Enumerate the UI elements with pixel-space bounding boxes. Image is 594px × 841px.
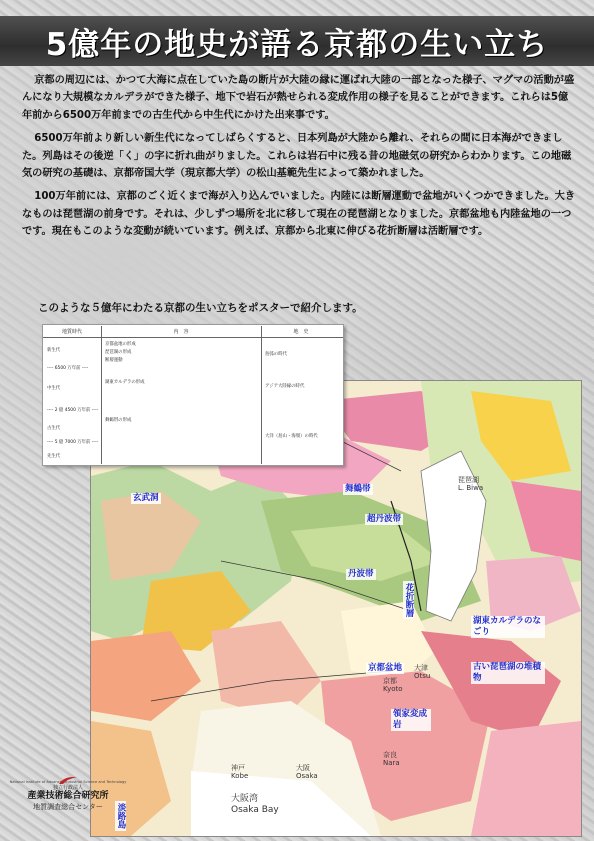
history-cell: 大洋（島山・海嶺）の時代 bbox=[265, 434, 318, 439]
logo-division: 地質調査総合センター bbox=[33, 803, 103, 811]
tagline: このような５億年にわたる京都の生い立ちをポスターで紹介します。 bbox=[38, 302, 363, 314]
city-biwako: 琵琶湖 L. Biwa bbox=[458, 476, 484, 492]
table-body bbox=[43, 338, 343, 464]
content-cell: 舞鶴帯の形成 bbox=[105, 418, 132, 423]
label-chotanba: 超丹波帯 bbox=[367, 514, 402, 524]
era-boundary: ---- 2 億 4500 万年前 ---- bbox=[47, 408, 99, 413]
logo-org-name: 産業技術総合研究所 bbox=[27, 791, 109, 801]
content-cell: 断層運動 bbox=[105, 358, 123, 363]
content-cell: 湖東カルデラの形成 bbox=[105, 380, 145, 385]
paragraph: 100万年前には、京都のごく近くまで海が入り込んでいました。内陸には断層運動で盆地がいくつかできました。大きなものは琵琶湖の前身です。それは、少しずつ場所を北に移して現在の琵琶湖となりました。京都盆地も内陸盆地の一つです。現在もこのような変動が続いています。例えば、京都から北東に伸びる花折断層は活断層です。 bbox=[22, 191, 576, 238]
city-nara: 奈良 Nara bbox=[383, 751, 400, 767]
city-otsu: 大津 Otsu bbox=[414, 664, 431, 680]
aist-mark-icon bbox=[58, 770, 78, 780]
history-cell: アジア大陸縁の時代 bbox=[265, 384, 305, 389]
label-kyoto-basin: 京都盆地 bbox=[368, 663, 403, 673]
title-banner bbox=[0, 16, 594, 66]
header-history: 地 史 bbox=[293, 328, 309, 335]
city-kobe: 神戸 Kobe bbox=[231, 764, 249, 780]
city-kyoto: 京都 Kyoto bbox=[383, 677, 403, 693]
city-osaka: 大阪 Osaka bbox=[296, 764, 318, 780]
era-cell: 先生代 bbox=[47, 454, 61, 459]
label-ryoke: 領家変成岩 bbox=[391, 709, 431, 731]
label-maizuru: 舞鶴帯 bbox=[345, 484, 371, 494]
paragraph: 京都の周辺には、かつて大海に点在していた島の断片が大陸の縁に運ばれ大陸の一部となった様子、マグマの活動が盛んになり大規模なカルデラができた様子、地下で岩石が熱せられる変成作用の様子を見ることができます。これらは5億年前から6500万年前までの古生代から中生代にかけた出来事です。 bbox=[22, 75, 575, 121]
label-genbudo: 玄武洞 bbox=[133, 493, 159, 503]
logo-org-type: 独立行政法人 bbox=[52, 785, 83, 791]
history-cell: 島弧の時代 bbox=[265, 352, 287, 357]
label-tanba: 丹波帯 bbox=[348, 569, 374, 579]
page-title: 5億年の地史が語る京都の生い立ち bbox=[45, 26, 549, 63]
era-boundary: ---- 6500 万年前 ---- bbox=[47, 366, 89, 371]
era-cell: 中生代 bbox=[47, 386, 61, 391]
aist-logo bbox=[8, 770, 128, 812]
intro-text bbox=[22, 72, 577, 247]
header-content: 内 容 bbox=[173, 328, 189, 335]
label-old-biwa: 古い琵琶湖の堆積物 bbox=[471, 662, 545, 684]
label-awaji: 淡路島 bbox=[116, 803, 126, 829]
label-hanaore: 花折断層 bbox=[404, 583, 414, 617]
content-cell: 琵琶湖の形成 bbox=[105, 350, 132, 355]
content-cell: 京都盆地の形成 bbox=[105, 342, 136, 347]
table-header bbox=[43, 325, 343, 338]
era-boundary: ---- 5 億 7000 万年前 ---- bbox=[47, 440, 99, 445]
paragraph: 6500万年前より新しい新生代になってしばらくすると、日本列島が大陸から離れ、それらの間に日本海ができました。列島はその後逆「く」の字に折れ曲がりました。これらは岩石中に残る昔の地磁気の研究からわかります。この地磁気の研究の基礎は、京都帝国大学（現京都大学）の松山基範先生によって築かれました。 bbox=[22, 133, 572, 180]
logo-english: National Institute of Advanced Industrial Science and Technology bbox=[9, 780, 127, 784]
label-koto: 湖東カルデラのなごり bbox=[471, 616, 545, 638]
bay-label: 大阪湾 Osaka Bay bbox=[231, 794, 279, 815]
header-era: 地質時代 bbox=[61, 328, 82, 335]
era-cell: 新生代 bbox=[47, 348, 61, 353]
geologic-timeline-table bbox=[42, 324, 344, 466]
era-cell: 古生代 bbox=[47, 426, 61, 431]
